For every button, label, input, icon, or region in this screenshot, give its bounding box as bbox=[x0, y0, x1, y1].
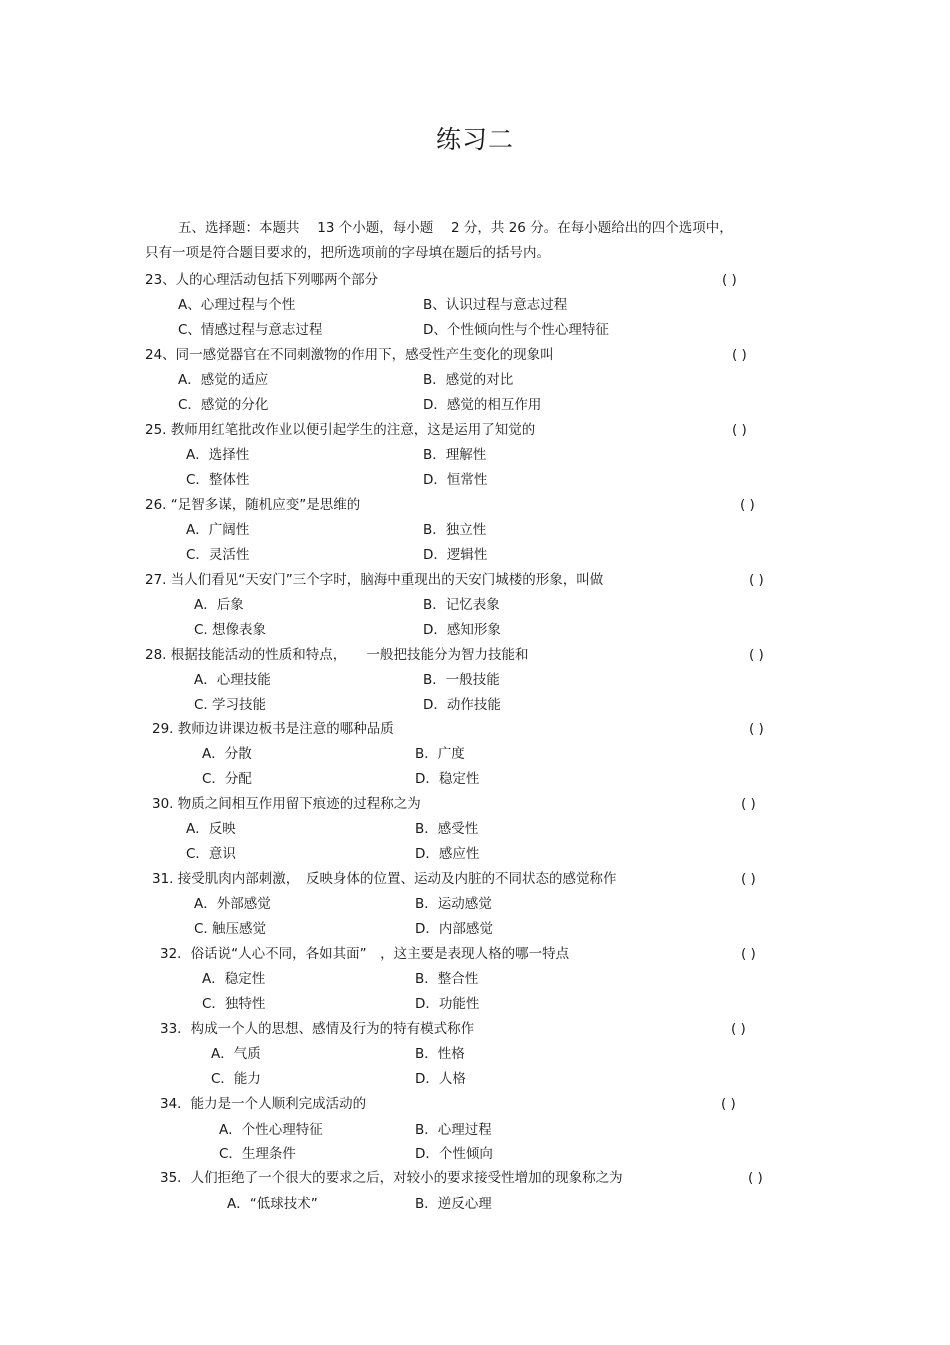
section-instructions-line-1: 五、选择题：本题共 13 个小题，每小题 2 分，共 26 分。在每小题给出的四个选项中， bbox=[178, 220, 733, 236]
question-29-option-a: A．分散 bbox=[202, 746, 252, 762]
question-23-option-d: D、个性倾向性与个性心理特征 bbox=[423, 322, 609, 338]
question-23-option-c: C、情感过程与意志过程 bbox=[178, 322, 323, 338]
question-25-option-a: A．选择性 bbox=[186, 447, 250, 463]
question-29-stem: 29. 教师边讲课边板书是注意的哪种品质 bbox=[152, 721, 394, 737]
question-31-option-c: C. 触压感觉 bbox=[194, 921, 267, 937]
question-31-stem: 31. 接受肌肉内部刺激， 反映身体的位置、运动及内脏的不同状态的感觉称作 bbox=[152, 871, 617, 887]
question-28-option-a: A．心理技能 bbox=[194, 672, 271, 688]
question-25-answer-blank: ( ) bbox=[732, 422, 747, 438]
question-30-option-c: C．意识 bbox=[186, 846, 236, 862]
page-title: 练习二 bbox=[435, 125, 514, 154]
question-32-option-c: C．独特性 bbox=[202, 996, 266, 1012]
question-27-option-d: D．感知形象 bbox=[423, 622, 501, 638]
question-31-answer-blank: ( ) bbox=[741, 871, 756, 887]
question-32-option-d: D．功能性 bbox=[415, 996, 480, 1012]
question-25-stem: 25. 教师用红笔批改作业以便引起学生的注意，这是运用了知觉的 bbox=[145, 422, 536, 438]
question-30-option-a: A．反映 bbox=[186, 821, 236, 837]
question-34-option-d: D．个性倾向 bbox=[415, 1146, 493, 1162]
question-27-option-a: A．后象 bbox=[194, 597, 244, 613]
question-31-option-b: B．运动感觉 bbox=[415, 896, 492, 912]
question-24-option-d: D．感觉的相互作用 bbox=[423, 397, 542, 413]
question-26-stem: 26. “足智多谋，随机应变”是思维的 bbox=[145, 497, 361, 513]
question-32-option-b: B．整合性 bbox=[415, 971, 479, 987]
question-26-option-c: C．灵活性 bbox=[186, 547, 250, 563]
question-26-answer-blank: ( ) bbox=[740, 497, 755, 513]
question-32-stem: 32．俗话说“人心不同，各如其面” ，这主要是表现人格的哪一特点 bbox=[160, 946, 570, 962]
question-29-option-d: D．稳定性 bbox=[415, 771, 480, 787]
question-24-answer-blank: ( ) bbox=[732, 347, 747, 363]
question-31-option-d: D．内部感觉 bbox=[415, 921, 493, 937]
question-24-option-a: A．感觉的适应 bbox=[178, 372, 269, 388]
question-34-stem: 34．能力是一个人顺利完成活动的 bbox=[160, 1096, 367, 1112]
question-25-option-c: C．整体性 bbox=[186, 472, 250, 488]
question-28-option-d: D．动作技能 bbox=[423, 697, 501, 713]
question-23-option-a: A、心理过程与个性 bbox=[178, 297, 296, 313]
question-25-option-b: B．理解性 bbox=[423, 447, 487, 463]
question-26-option-b: B．独立性 bbox=[423, 522, 487, 538]
question-26-option-d: D．逻辑性 bbox=[423, 547, 488, 563]
question-33-option-c: C．能力 bbox=[211, 1071, 261, 1087]
question-31-option-a: A．外部感觉 bbox=[194, 896, 271, 912]
question-33-option-a: A．气质 bbox=[211, 1046, 261, 1062]
question-28-stem: 28. 根据技能活动的性质和特点， 一般把技能分为智力技能和 bbox=[145, 647, 529, 663]
question-30-answer-blank: ( ) bbox=[741, 796, 756, 812]
question-35-answer-blank: ( ) bbox=[748, 1170, 763, 1186]
question-32-option-a: A．稳定性 bbox=[202, 971, 266, 987]
section-instructions-line-2: 只有一项是符合题目要求的，把所选项前的字母填在题后的括号内。 bbox=[145, 245, 550, 261]
question-33-option-b: B．性格 bbox=[415, 1046, 465, 1062]
question-27-answer-blank: ( ) bbox=[749, 572, 764, 588]
question-23-stem: 23、人的心理活动包括下列哪两个部分 bbox=[145, 272, 379, 288]
question-33-stem: 33．构成一个人的思想、感情及行为的特有模式称作 bbox=[160, 1021, 475, 1037]
question-23-option-b: B、认识过程与意志过程 bbox=[423, 297, 568, 313]
question-28-answer-blank: ( ) bbox=[749, 647, 764, 663]
question-30-option-d: D．感应性 bbox=[415, 846, 480, 862]
question-29-option-c: C．分配 bbox=[202, 771, 252, 787]
question-32-answer-blank: ( ) bbox=[741, 946, 756, 962]
question-25-option-d: D．恒常性 bbox=[423, 472, 488, 488]
question-35-option-b: B．逆反心理 bbox=[415, 1196, 492, 1212]
question-33-answer-blank: ( ) bbox=[731, 1021, 746, 1037]
question-34-option-c: C．生理条件 bbox=[219, 1146, 296, 1162]
question-30-option-b: B．感受性 bbox=[415, 821, 479, 837]
question-33-option-d: D．人格 bbox=[415, 1071, 466, 1087]
question-35-stem: 35．人们拒绝了一个很大的要求之后，对较小的要求接受性增加的现象称之为 bbox=[160, 1170, 623, 1186]
question-30-stem: 30. 物质之间相互作用留下痕迹的过程称之为 bbox=[152, 796, 421, 812]
question-23-answer-blank: ( ) bbox=[722, 272, 737, 288]
question-27-stem: 27. 当人们看见“天安门”三个字时，脑海中重现出的天安门城楼的形象，叫做 bbox=[145, 572, 604, 588]
question-34-option-b: B．心理过程 bbox=[415, 1122, 492, 1138]
question-28-option-b: B．一般技能 bbox=[423, 672, 500, 688]
question-27-option-c: C. 想像表象 bbox=[194, 622, 267, 638]
question-34-answer-blank: ( ) bbox=[721, 1096, 736, 1112]
question-35-option-a: A．“低球技术” bbox=[227, 1196, 318, 1212]
question-24-option-c: C．感觉的分化 bbox=[178, 397, 269, 413]
question-24-stem: 24、同一感觉器官在不同刺激物的作用下，感受性产生变化的现象叫 bbox=[145, 347, 554, 363]
question-27-option-b: B．记忆表象 bbox=[423, 597, 500, 613]
question-26-option-a: A．广阔性 bbox=[186, 522, 250, 538]
question-29-option-b: B．广度 bbox=[415, 746, 465, 762]
question-28-option-c: C. 学习技能 bbox=[194, 697, 267, 713]
question-34-option-a: A．个性心理特征 bbox=[219, 1122, 323, 1138]
question-29-answer-blank: ( ) bbox=[749, 721, 764, 737]
question-24-option-b: B．感觉的对比 bbox=[423, 372, 514, 388]
